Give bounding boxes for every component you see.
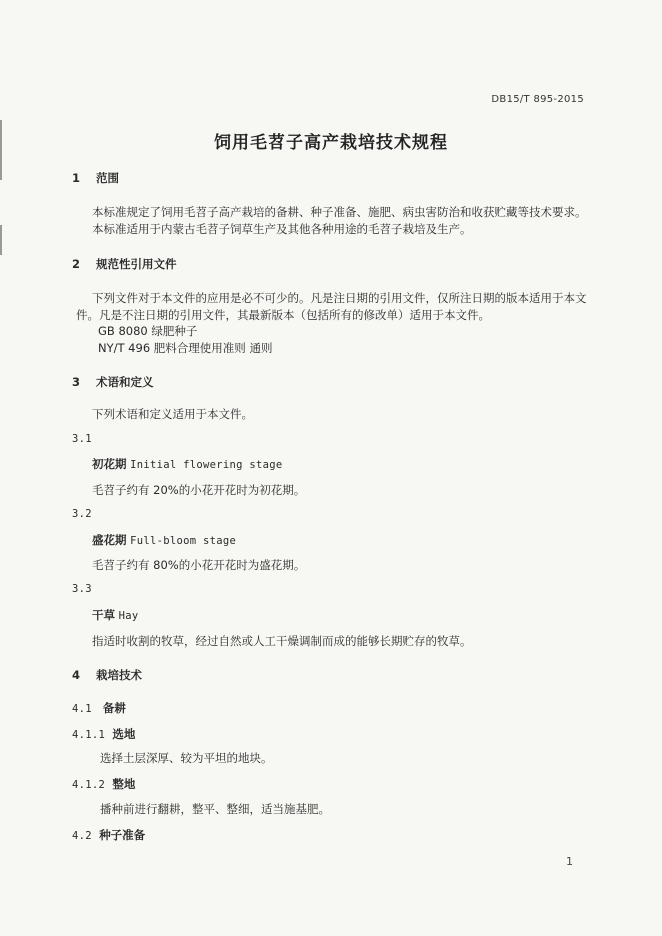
section-title: 术语和定义 [96, 375, 154, 389]
subsection-number: 4.1.2 [72, 779, 106, 791]
paragraph: 本标准适用于内蒙古毛苕子饲草生产及其他各种用途的毛苕子栽培及生产。 [92, 222, 472, 236]
subsection-title: 种子准备 [99, 828, 146, 842]
paragraph: 下列文件对于本文件的应用是必不可少的。凡是注日期的引用文件，仅所注日期的版本适用于本文 [92, 291, 587, 305]
subsection-title: 整地 [112, 777, 136, 791]
term-number: 3.3 [72, 583, 92, 595]
section-number: 1 [72, 171, 81, 185]
subsection-4-1-2-heading [72, 776, 135, 792]
document-title: 饲用毛苕子高产栽培技术规程 [214, 133, 448, 153]
subsection-4-2-heading [72, 827, 145, 843]
paragraph: 下列术语和定义适用于本文件。 [92, 407, 253, 421]
scan-edge-mark [0, 225, 2, 255]
subsection-number: 4.1.1 [72, 729, 106, 741]
page-number: 1 [566, 855, 573, 868]
section-3-heading [72, 374, 154, 390]
normative-reference: NY/T 496 肥料合理使用准则 通则 [98, 341, 273, 355]
term-english: Initial flowering stage [130, 459, 283, 471]
paragraph: 件。凡是不注日期的引用文件，其最新版本（包括所有的修改单）适用于本文件。 [76, 308, 490, 322]
term-chinese: 初花期 [92, 457, 127, 471]
section-number: 2 [72, 257, 81, 271]
term-chinese: 干草 [92, 608, 115, 622]
subsection-number: 4.2 [72, 830, 92, 842]
section-4-heading [72, 667, 142, 683]
term-definition: 指适时收割的牧草，经过自然或人工干燥调制而成的能够长期贮存的牧草。 [92, 634, 472, 648]
section-2-heading [72, 256, 177, 272]
paragraph: 播种前进行翻耕，整平、整细，适当施基肥。 [100, 802, 330, 816]
normative-reference: GB 8080 绿肥种子 [98, 324, 198, 338]
section-1-heading [72, 170, 119, 186]
term-english: Full-bloom stage [130, 535, 237, 547]
section-number: 4 [72, 668, 81, 682]
subsection-4-1-heading [72, 700, 126, 716]
paragraph: 选择土层深厚、较为平坦的地块。 [100, 751, 273, 765]
term-chinese: 盛花期 [92, 533, 127, 547]
term-definition: 毛苕子约有 20%的小花开花时为初花期。 [92, 483, 306, 497]
term-heading [92, 532, 236, 548]
section-number: 3 [72, 375, 81, 389]
section-title: 栽培技术 [96, 668, 143, 682]
term-number: 3.1 [72, 433, 92, 445]
term-english: Hay [118, 610, 139, 622]
subsection-title: 备耕 [102, 701, 126, 715]
term-number: 3.2 [72, 508, 92, 520]
subsection-4-1-1-heading [72, 726, 135, 742]
subsection-title: 选地 [112, 727, 136, 741]
subsection-number: 4.1 [72, 703, 92, 715]
section-title: 规范性引用文件 [96, 257, 177, 271]
paragraph: 本标准规定了饲用毛苕子高产栽培的备耕、种子准备、施肥、病虫害防治和收获贮藏等技术要求。 [92, 205, 587, 219]
standard-code: DB15/T 895-2015 [491, 94, 584, 105]
term-heading [92, 607, 139, 623]
term-heading [92, 456, 282, 472]
term-definition: 毛苕子约有 80%的小花开花时为盛花期。 [92, 558, 306, 572]
section-title: 范围 [96, 171, 120, 185]
